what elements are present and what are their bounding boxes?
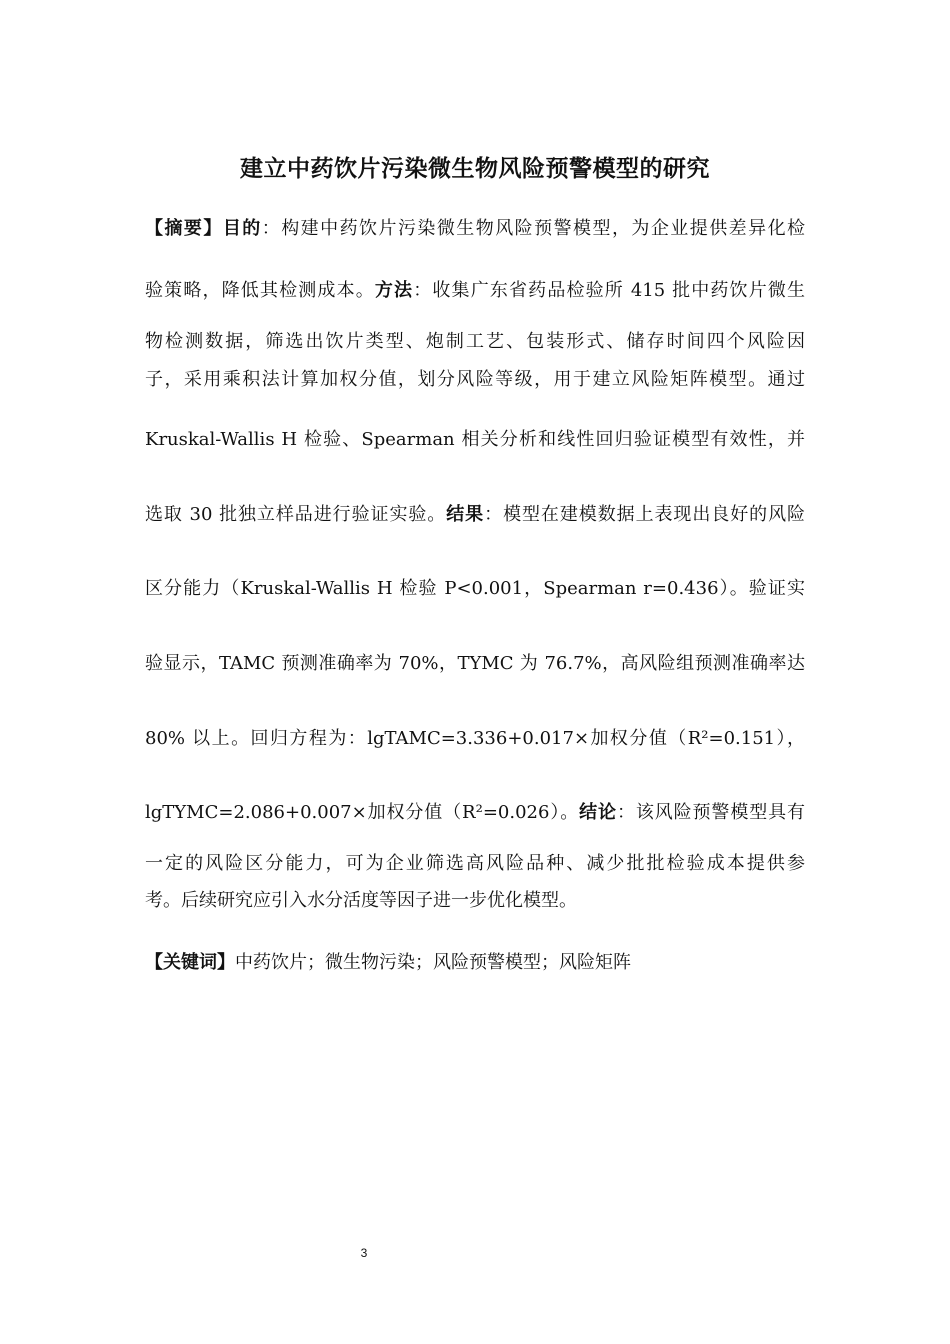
results-label: 结果: [446, 504, 485, 525]
abstract-line-11: 一定的风险区分能力，可为企业筛选高风险品种、减少批批检验成本提供参: [145, 853, 805, 874]
abstract-line-5: Kruskal-Wallis H 检验、Spearman 相关分析和线性回归验证模型有效性，并: [145, 429, 805, 450]
keywords-text: 中药饮片；微生物污染；风险预警模型；风险矩阵: [235, 952, 631, 973]
paper-title: 建立中药饮片污染微生物风险预警模型的研究: [240, 156, 710, 182]
objective-label: 目的: [222, 218, 262, 239]
keywords-line: [145, 951, 805, 975]
colon: ：: [261, 218, 282, 239]
page-number: 3: [360, 1246, 368, 1260]
colon: ：: [616, 802, 636, 823]
abstract-line-6: [145, 503, 805, 527]
objective-text: 构建中药饮片污染微生物风险预警模型，为企业提供差异化检: [281, 218, 806, 239]
conclusion-text: 该风险预警模型具有: [635, 802, 806, 823]
abstract-line-7: 区分能力（Kruskal-Wallis H 检验 P<0.001，Spearman r=0.436）。验证实: [145, 578, 805, 599]
abstract-line-4: 子，采用乘积法计算加权分值，划分风险等级，用于建立风险矩阵模型。通过: [145, 369, 805, 390]
abstract-label: 【摘要】: [145, 218, 223, 239]
keywords-label: 【关键词】: [145, 952, 235, 973]
abstract-line-2: [145, 279, 805, 303]
methods-text: 收集广东省药品检验所 415 批中药饮片微生: [432, 280, 806, 301]
abstract-line-9: 80% 以上。回归方程为：lgTAMC=3.336+0.017×加权分值（R²=0.151），: [145, 728, 805, 749]
conclusion-label: 结论: [579, 802, 617, 823]
abstract-line-10: [145, 801, 805, 825]
abstract-line-1: [145, 217, 805, 241]
colon: ：: [484, 504, 504, 525]
results-text-end: lgTYMC=2.086+0.007×加权分值（R²=0.026）。: [145, 802, 580, 823]
methods-text-end: 选取 30 批独立样品进行验证实验。: [145, 504, 447, 525]
colon: ：: [413, 280, 433, 301]
objective-text-end: 验策略，降低其检测成本。: [145, 280, 375, 301]
results-text: 模型在建模数据上表现出良好的风险: [503, 504, 806, 525]
abstract-line-3: 物检测数据，筛选出饮片类型、炮制工艺、包装形式、储存时间四个风险因: [145, 331, 805, 352]
methods-label: 方法: [374, 280, 414, 301]
abstract-line-12: 考。后续研究应引入水分活度等因子进一步优化模型。: [145, 890, 577, 911]
abstract-line-8: 验显示，TAMC 预测准确率为 70%，TYMC 为 76.7%，高风险组预测准确率达: [145, 653, 805, 674]
